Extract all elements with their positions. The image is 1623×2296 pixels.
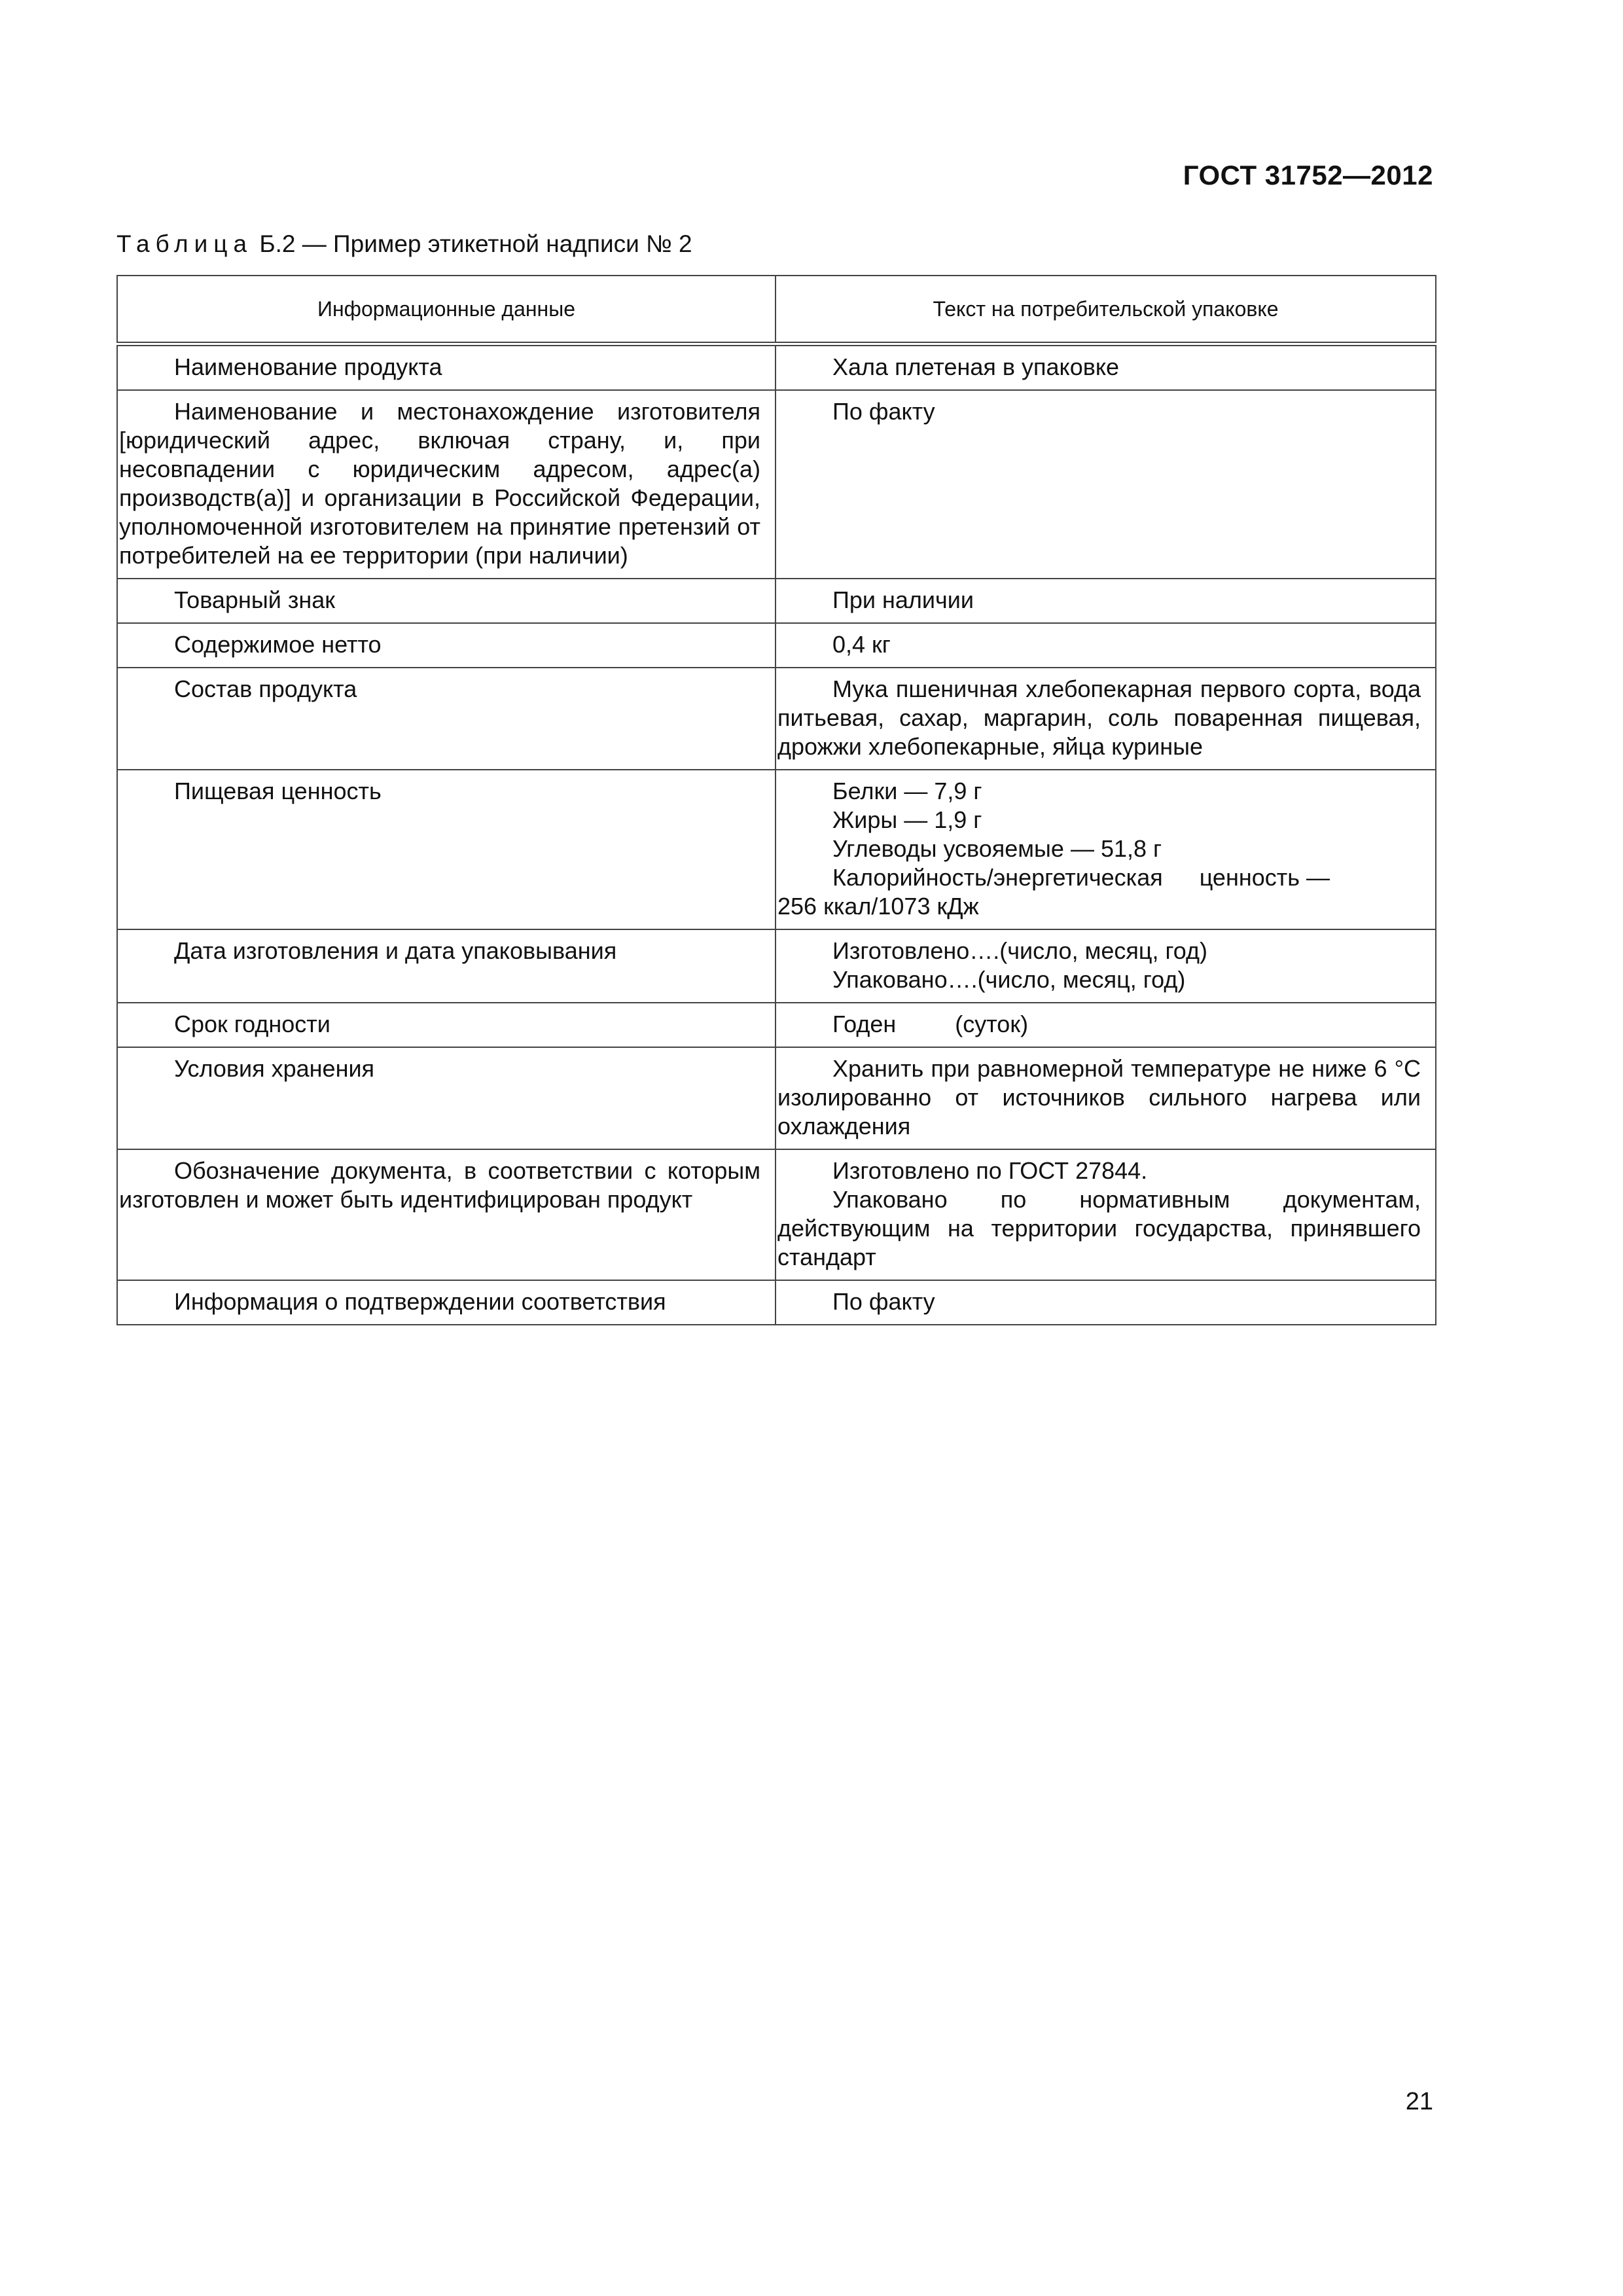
table-row (117, 623, 1436, 668)
document-code: ГОСТ 31752—2012 (1183, 160, 1433, 190)
table-header-row (117, 276, 1436, 344)
value-cell (776, 579, 1436, 623)
field-cell (117, 1003, 776, 1047)
field-cell (117, 1280, 776, 1325)
table-row (117, 668, 1436, 770)
value-line: Жиры — 1,9 г (832, 806, 982, 833)
energy-label: Калорийность/энергетическая (832, 864, 1163, 891)
field-text: Информация о подтверждении соответствия (174, 1288, 666, 1315)
table-row (117, 390, 1436, 579)
value-text: Хранить при равномерной температуре не ниже 6 °С изолированно от источников сильного нагрева или охлаждения (777, 1055, 1421, 1139)
value-text: По факту (832, 1288, 935, 1315)
value-cell (776, 1149, 1436, 1280)
table-row (117, 1047, 1436, 1149)
field-cell (117, 390, 776, 579)
field-text: Наименование и местонахождение изготовителя [юридический адрес, включая страну, и, при несовпадении с юридическим адресом, адрес(а) производств(а)] и организации в Российской Федерации, уполномоченной изготовителем на принятие претензий от потребителей на ее территории (при наличии) (119, 398, 760, 569)
header-package-text: Текст на потребительской упаковке (776, 276, 1436, 344)
value-line: Изготовлено….(число, месяц, год) (832, 937, 1208, 964)
field-text: Дата изготовления и дата упаковывания (174, 937, 617, 964)
value-cell (776, 770, 1436, 929)
value-cell (776, 1003, 1436, 1047)
value-cell (776, 668, 1436, 770)
page-number: 21 (1405, 2088, 1433, 2115)
energy-value (777, 863, 1421, 892)
table-caption-prefix: Таблица (116, 230, 253, 257)
value-line: Углеводы усвояемые — 51,8 г (832, 835, 1162, 862)
field-cell (117, 344, 776, 391)
value-line: Упаковано по нормативным документам, действующим на территории государства, принявшего стандарт (777, 1186, 1421, 1270)
field-cell (117, 770, 776, 929)
field-cell (117, 668, 776, 770)
field-text: Наименование продукта (174, 353, 442, 380)
field-cell (117, 929, 776, 1003)
energy-amount: 256 ккал/1073 кДж (777, 893, 979, 920)
header-info-data: Информационные данные (117, 276, 776, 344)
shelf-life-value (777, 1010, 1421, 1039)
field-text: Срок годности (174, 1011, 330, 1037)
table-caption (116, 230, 692, 258)
field-text: Состав продукта (174, 675, 357, 702)
value-cell (776, 344, 1436, 391)
value-text: 0,4 кг (832, 631, 891, 658)
table-row (117, 929, 1436, 1003)
table-row (117, 1149, 1436, 1280)
field-text: Обозначение документа, в соответствии с которым изготовлен и может быть идентифицирован продукт (119, 1157, 760, 1213)
label-example-table (116, 275, 1436, 1325)
value-cell (776, 623, 1436, 668)
table-caption-text: Б.2 — Пример этикетной надписи № 2 (253, 230, 692, 257)
field-text: Товарный знак (174, 586, 335, 613)
value-line: Белки — 7,9 г (832, 778, 982, 804)
value-cell (776, 1280, 1436, 1325)
shelf-life-prefix: Годен (832, 1011, 897, 1037)
field-text: Пищевая ценность (174, 778, 382, 804)
value-cell (776, 1047, 1436, 1149)
field-text: Содержимое нетто (174, 631, 382, 658)
table-row (117, 579, 1436, 623)
value-cell (776, 929, 1436, 1003)
energy-label-cont: ценность — (1199, 864, 1330, 891)
field-cell (117, 623, 776, 668)
shelf-life-unit: (суток) (955, 1011, 1029, 1037)
value-line: Упаковано….(число, месяц, год) (832, 966, 1186, 993)
field-cell (117, 1149, 776, 1280)
value-text: При наличии (832, 586, 974, 613)
table-row (117, 1280, 1436, 1325)
value-text: По факту (832, 398, 935, 425)
value-cell (776, 390, 1436, 579)
value-text: Мука пшеничная хлебопекарная первого сорта, вода питьевая, сахар, маргарин, соль поваренная пищевая, дрожжи хлебопекарные, яйца куриные (777, 675, 1421, 760)
label-example-table-container (116, 275, 1435, 1325)
field-cell (117, 579, 776, 623)
field-text: Условия хранения (174, 1055, 375, 1082)
value-text: Хала плетеная в упаковке (832, 353, 1120, 380)
table-row (117, 1003, 1436, 1047)
table-row (117, 344, 1436, 391)
field-cell (117, 1047, 776, 1149)
value-line: Изготовлено по ГОСТ 27844. (832, 1157, 1148, 1184)
table-row (117, 770, 1436, 929)
